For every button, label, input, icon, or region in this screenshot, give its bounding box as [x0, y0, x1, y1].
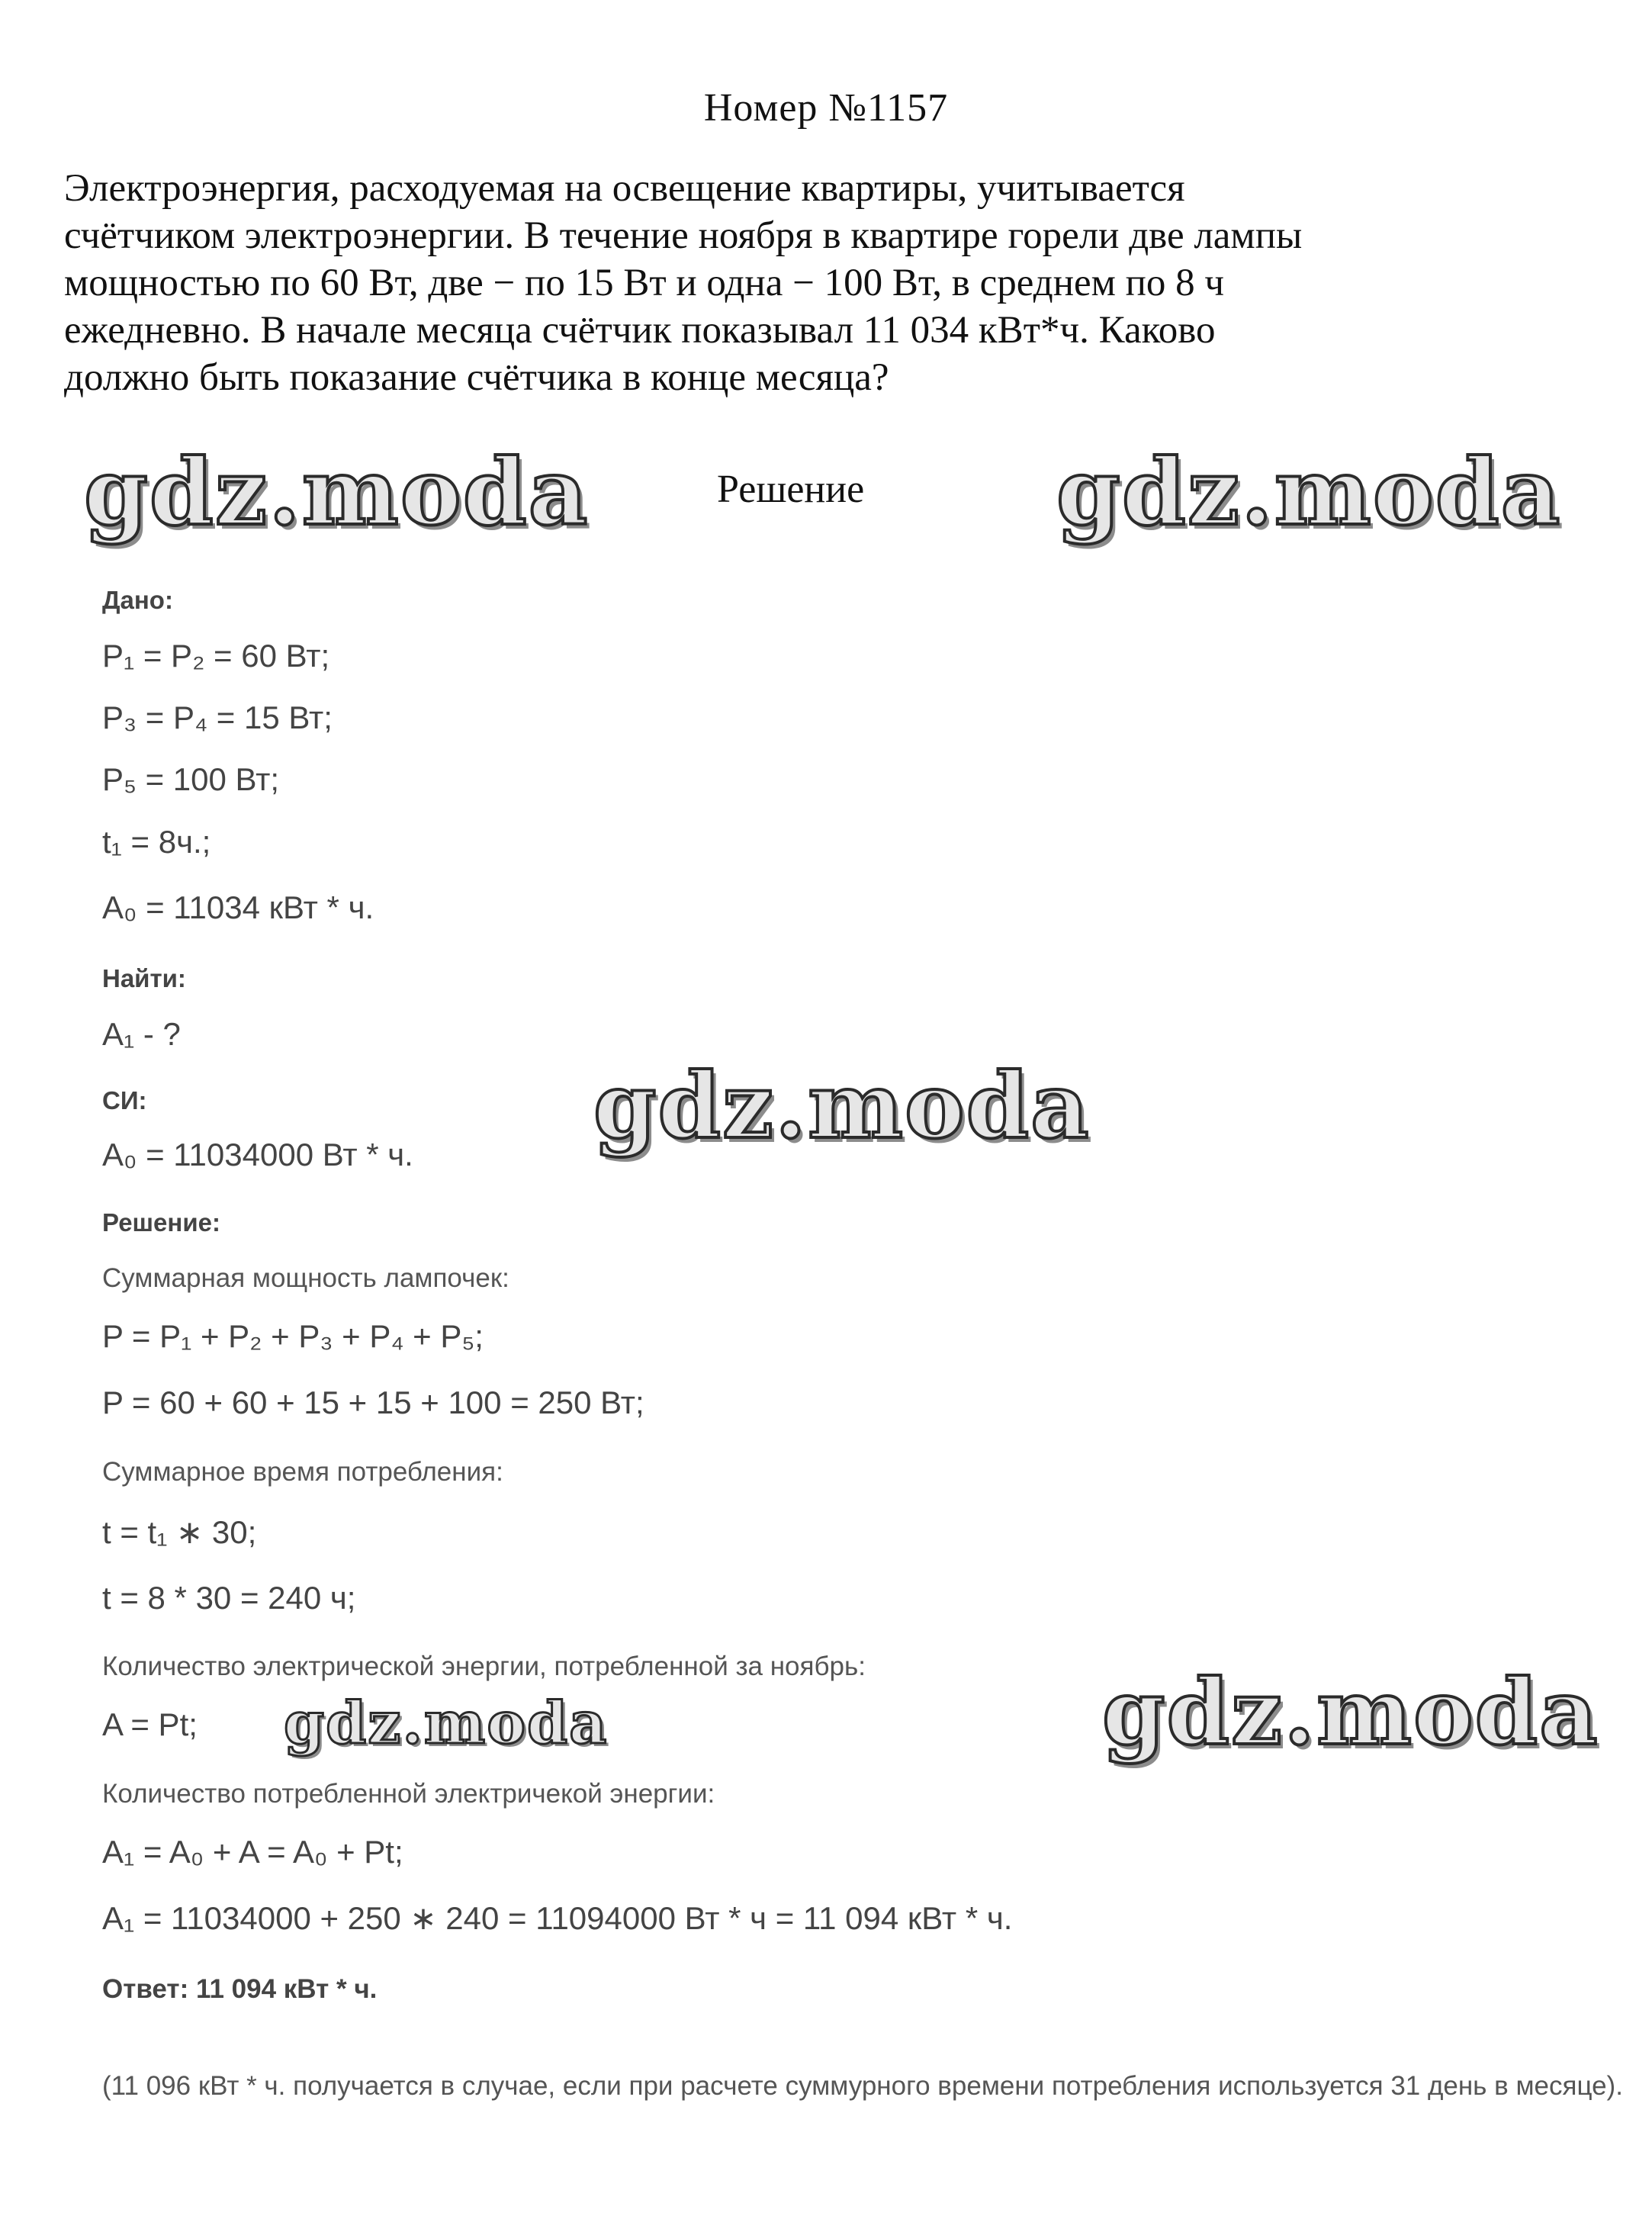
time-formula: t = t₁ ∗ 30; [102, 1514, 257, 1550]
time-text: Суммарное время потребления: [102, 1457, 503, 1487]
given-line: P₅ = 100 Вт; [102, 761, 280, 797]
given-line: P₁ = P₂ = 60 Вт; [102, 638, 330, 674]
si-line: A₀ = 11034000 Вт * ч. [102, 1137, 413, 1172]
given-line: A₀ = 11034 кВт * ч. [102, 889, 374, 925]
power-calc: P = 60 + 60 + 15 + 15 + 100 = 250 Вт; [102, 1385, 644, 1420]
find-label: Найти: [102, 964, 186, 992]
watermark: gdz.moda [1102, 1659, 1599, 1765]
solution-heading: Решение [717, 468, 865, 511]
power-text: Суммарная мощность лампочек: [102, 1263, 509, 1293]
problem-title: Номер №1157 [703, 86, 949, 130]
total-formula: A₁ = A₀ + A = A₀ + Pt; [102, 1834, 403, 1870]
problem-line: мощностью по 60 Вт, две − по 15 Вт и одна − 100 Вт, в среднем по 8 ч [64, 262, 1225, 304]
given-label: Дано: [102, 586, 173, 614]
problem-statement [64, 165, 1589, 401]
problem-line: счётчиком электроэнергии. В течение ноября в квартире горели две лампы [64, 214, 1303, 257]
time-calc: t = 8 * 30 = 240 ч; [102, 1580, 356, 1616]
problem-line: ежедневно. В начале месяца счётчик показывал 11 034 кВт*ч. Каково [64, 309, 1216, 352]
watermark: gdz.moda [84, 439, 590, 546]
power-formula: P = P₁ + P₂ + P₃ + P₄ + P₅; [102, 1318, 484, 1354]
answer: Ответ: 11 094 кВт * ч. [102, 1974, 378, 2004]
given-line: t₁ = 8ч.; [102, 824, 211, 860]
watermark: gdz.moda [593, 1053, 1091, 1159]
find-line: A₁ - ? [102, 1016, 181, 1052]
total-calc: A₁ = 11034000 + 250 ∗ 240 = 11094000 Вт * ч = 11 094 кВт * ч. [102, 1900, 1013, 1936]
given-line: P₃ = P₄ = 15 Вт; [102, 700, 333, 735]
total-text: Количество потребленной электричекой энергии: [102, 1779, 715, 1809]
energy-text: Количество электрической энергии, потребленной за ноябрь: [102, 1651, 866, 1681]
watermark: gdz.moda [1056, 439, 1562, 546]
energy-formula: A = Pt; [102, 1706, 198, 1742]
problem-line: Электроэнергия, расходуемая на освещение квартиры, учитывается [64, 167, 1185, 210]
problem-line: должно быть показание счётчика в конце месяца? [64, 356, 889, 399]
si-label: СИ: [102, 1086, 147, 1114]
solution-label: Решение: [102, 1208, 220, 1237]
footnote: (11 096 кВт * ч. получается в случае, если при расчете суммурного времени потребления используется 31 день в месяце). [102, 2071, 1623, 2101]
watermark: gdz.moda [284, 1689, 609, 1757]
